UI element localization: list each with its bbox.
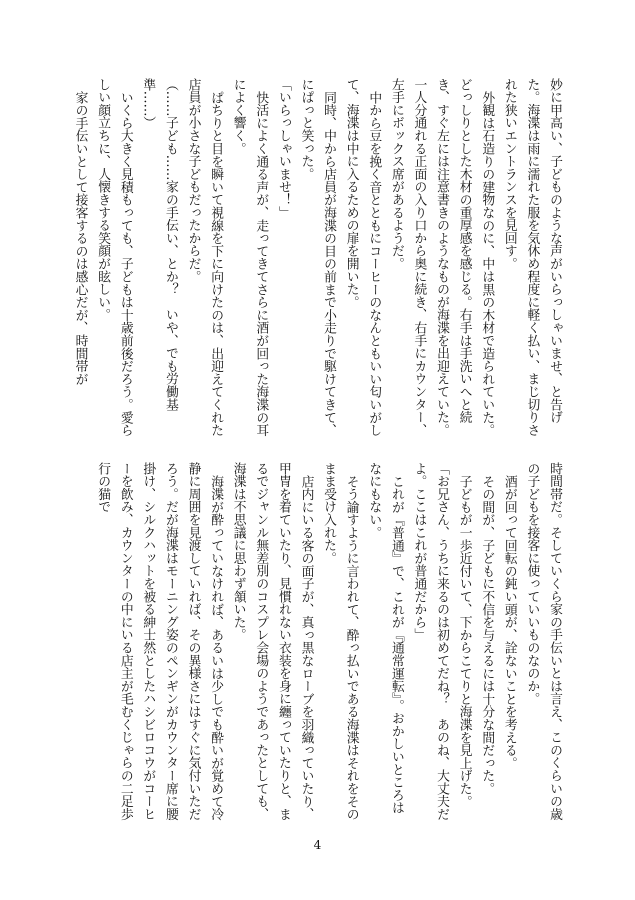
paragraph: 家の手伝いとして接客するのは感心だが、時間帯が — [72, 90, 88, 386]
paragraph: 外観は石造りの建物なのに、中は黒の木材で造られていた。どっしりとした木材の重厚感を感じる。右手は手洗いへと続き、すぐ左には注意書きのようなものが海渫を出迎えていた。一人分通れる正面の入り口から奥に続き、右手にカウンター、左手にボックス席があるようだ。 — [388, 78, 495, 437]
paragraph: 快活によく通る声が、走ってきてさらに酒が回った海渫の耳によく響く。 — [230, 78, 269, 437]
paragraph: その間が、子どもに不信を与えるには十分な間だった。 — [479, 474, 495, 795]
paragraph: 同時、中から店員が海渫の目の前まで小走りで駆けてきて、にぱっと笑った。 — [298, 78, 337, 437]
upper-text-block — [72, 78, 565, 438]
page-number: 4 — [313, 838, 322, 852]
paragraph: 時間帯だ。そしていくら家の手伝いとは言え、このくらいの歳の子どもを接客に使っていいものなのか。 — [524, 462, 562, 821]
paragraph: 子どもが一歩近付いて、下からこてりと海渫を見上げた。 — [456, 474, 472, 808]
dialogue-line: 「いらっしゃいませ！」 — [275, 78, 291, 219]
paragraph: 酒が回って回転の鈍い頭が、詮ないことを考える。 — [501, 474, 517, 770]
paragraph: そう諭すように言われて、酔っ払いである海渫はそれをそのまま受け入れた。 — [321, 462, 359, 821]
paragraph: 妙に甲高い、子どものような声がいらっしゃいませ、と告げた。海渫は雨に濡れた服を気休め程度に軽く払い、まじ切りされた狭いエントランスを見回す。 — [501, 78, 562, 437]
inner-thought-line: （……子ども……家の手伝い、とか？ いや、でも労働基準……） — [140, 78, 178, 411]
paragraph: 海渫が酔っていなければ、あるいは少しでも酔いが覚めて冷静に周囲を見渡していれば、その異様さにはすぐに気付いただろう。だが海渫はモーニング姿のペンギンがカウンター席に腰掛け、シルクハットを被る紳士然としたハシビロコウがコーヒーを飲み、カウンターの中にいる店主が毛むくじゃらの二足歩行の猫で — [95, 462, 224, 821]
paragraph: 店内にいる客の面子が、真っ黒なローブを羽織っていたり、甲冑を着ていたり、見慣れない衣装を身に纏っていたりと、まるでジャンル無差別のコスプレ会場のようであったとしても、海渫は不思議に思わず頷いた。 — [230, 462, 314, 821]
lower-text-block — [95, 462, 565, 822]
paragraph: いくら大きく見積もっても、子どもは十歳前後だろう。愛らしい顔立ちに、人懐きする笑顔が眩しい。 — [95, 78, 133, 437]
paragraph: これが『普通』で、これが『通常運転』。おかしいところはなにもない。 — [366, 462, 404, 814]
dialogue-line: 「お兄さん、うちに来るのは初めてだね？ あのね、大丈夫だよ。ここはこれが普通だから」 — [411, 462, 450, 821]
paragraph: 中から豆を挽く音とともにコーヒーのなんともいい匂いがして、海渫は中に入るための扉を開いた。 — [343, 78, 382, 437]
paragraph: ぱちりと目を瞬いて視線を下に向けたのは、出迎えてくれた店員が小さな子どもだったからだ。 — [185, 78, 224, 437]
